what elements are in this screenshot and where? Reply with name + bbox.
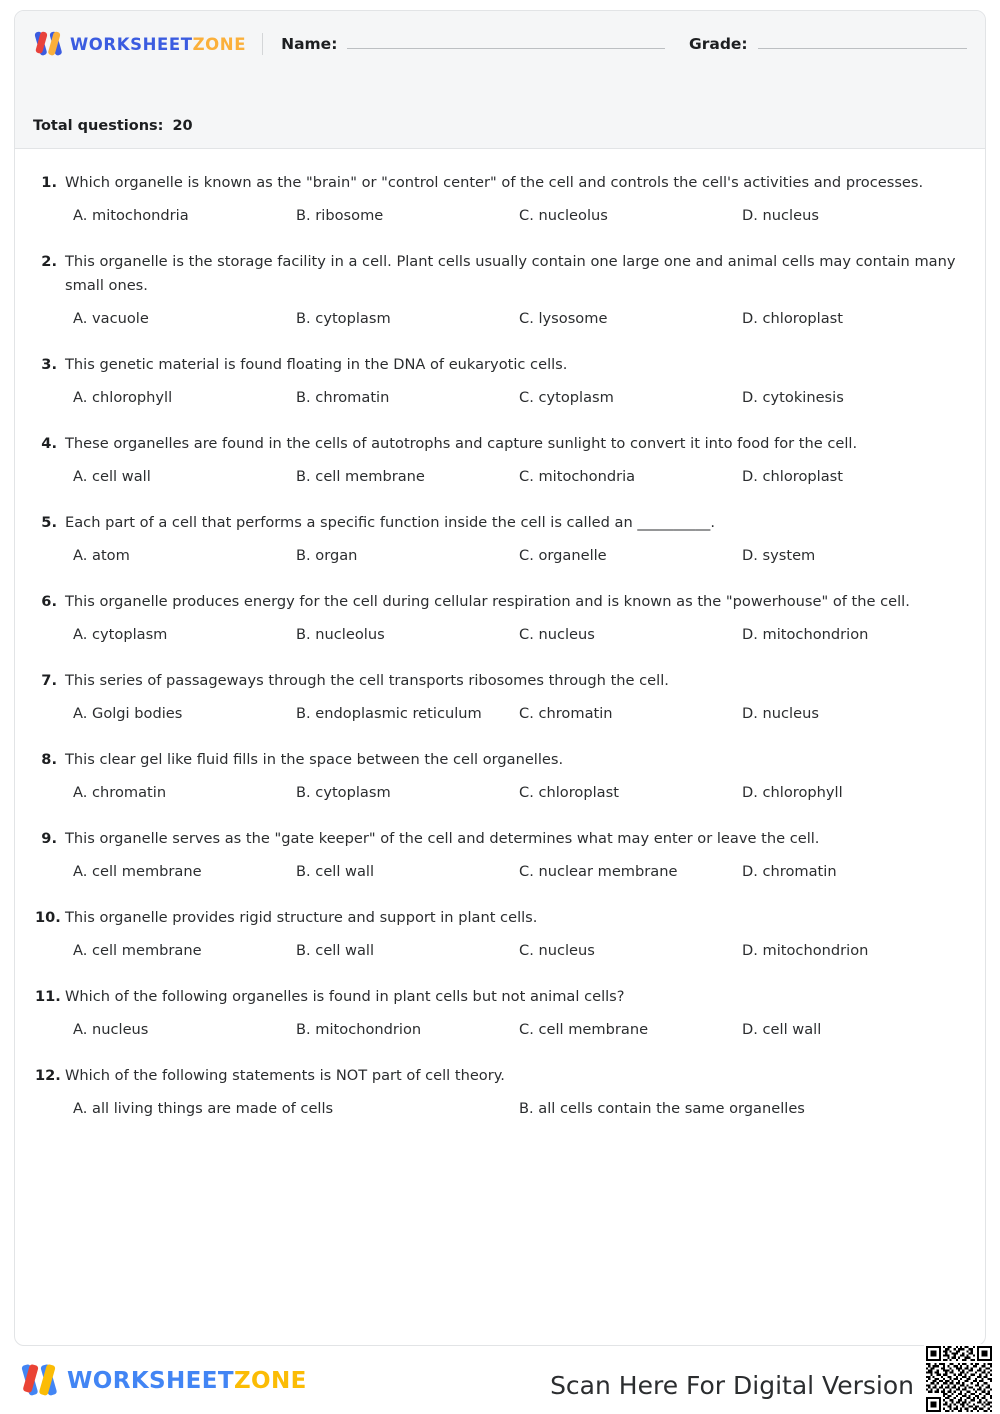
question-number: 6. bbox=[41, 592, 57, 610]
question-head bbox=[35, 1064, 965, 1088]
answer-option[interactable]: B. ribosome bbox=[296, 207, 384, 225]
name-field-line[interactable] bbox=[347, 35, 665, 49]
question-head bbox=[35, 985, 965, 1009]
question-item bbox=[35, 1064, 965, 1120]
question-head bbox=[35, 906, 965, 930]
question-head bbox=[35, 669, 965, 693]
question-text: This organelle provides rigid structure and support in plant cells. bbox=[65, 908, 538, 926]
question-options bbox=[35, 545, 965, 567]
question-item bbox=[35, 250, 965, 330]
answer-option[interactable]: C. chromatin bbox=[519, 704, 613, 722]
header-divider bbox=[262, 33, 263, 55]
brand-wordmark bbox=[70, 35, 246, 54]
question-options bbox=[35, 861, 965, 883]
question-number: 4. bbox=[41, 434, 57, 452]
name-field-label: Name: bbox=[281, 35, 338, 53]
answer-option[interactable]: A. mitochondria bbox=[73, 207, 189, 225]
question-item bbox=[35, 432, 965, 488]
answer-option[interactable]: A. all living things are made of cells bbox=[73, 1099, 334, 1117]
answer-option[interactable]: C. organelle bbox=[519, 547, 607, 565]
answer-option[interactable]: D. chlorophyll bbox=[742, 783, 843, 801]
footer-brand-wordmark-primary: WORKSHEET bbox=[67, 1367, 234, 1394]
question-item bbox=[35, 748, 965, 804]
scan-prompt-text: Scan Here For Digital Version bbox=[550, 1371, 914, 1400]
answer-option[interactable]: C. mitochondria bbox=[519, 468, 636, 486]
total-questions-label: Total questions: bbox=[33, 118, 164, 134]
question-head bbox=[35, 511, 965, 535]
question-number: 1. bbox=[41, 174, 57, 191]
answer-option[interactable]: B. nucleolus bbox=[296, 626, 385, 643]
question-item bbox=[35, 906, 965, 962]
question-text: This organelle serves as the "gate keeper" of the cell and determines what may enter or leave the cell. bbox=[65, 829, 820, 847]
answer-option[interactable]: A. cell membrane bbox=[73, 941, 202, 959]
question-number: 10. bbox=[35, 908, 61, 926]
question-number: 9. bbox=[41, 829, 57, 847]
footer-brand[interactable] bbox=[20, 1364, 307, 1397]
page-footer bbox=[0, 1358, 1000, 1414]
question-options bbox=[35, 624, 965, 646]
question-options bbox=[35, 940, 965, 962]
question-item bbox=[35, 511, 965, 567]
answer-option[interactable]: A. cytoplasm bbox=[73, 626, 168, 643]
answer-option[interactable]: C. cell membrane bbox=[519, 1020, 649, 1038]
answer-option[interactable]: D. system bbox=[742, 547, 816, 565]
answer-option[interactable]: D. chloroplast bbox=[742, 468, 843, 486]
total-questions bbox=[33, 118, 193, 134]
question-text: This clear gel like fluid fills in the space between the cell organelles. bbox=[65, 750, 564, 768]
question-number: 12. bbox=[35, 1066, 61, 1084]
answer-option[interactable]: A. chlorophyll bbox=[73, 389, 173, 407]
question-options bbox=[35, 205, 965, 227]
question-number: 11. bbox=[35, 987, 61, 1005]
answer-option[interactable]: D. nucleus bbox=[742, 704, 819, 722]
question-options bbox=[35, 308, 965, 330]
question-text: This organelle produces energy for the cell during cellular respiration and is known as the "powerhouse" of the cell. bbox=[65, 592, 910, 610]
question-text: Which organelle is known as the "brain" or "control center" of the cell and controls the cell's activities and processes. bbox=[65, 174, 924, 191]
total-questions-count: 20 bbox=[172, 118, 193, 134]
question-text: This series of passageways through the cell transports ribosomes through the cell. bbox=[65, 671, 669, 689]
answer-option[interactable]: B. cytoplasm bbox=[296, 783, 391, 801]
question-options bbox=[35, 782, 965, 804]
answer-option[interactable]: D. chloroplast bbox=[742, 310, 843, 328]
question-text: This organelle is the storage facility in a cell. Plant cells usually contain one large one and animal cells may contain many small ones. bbox=[65, 252, 956, 295]
question-head bbox=[35, 827, 965, 851]
answer-option[interactable]: C. nucleus bbox=[519, 941, 595, 959]
qr-code-icon[interactable] bbox=[924, 1344, 994, 1414]
question-item bbox=[35, 353, 965, 409]
question-head bbox=[35, 432, 965, 456]
answer-option[interactable]: C. cytoplasm bbox=[519, 389, 614, 407]
worksheet-card bbox=[14, 10, 986, 1346]
question-text: Which of the following organelles is found in plant cells but not animal cells? bbox=[65, 987, 625, 1005]
question-item bbox=[35, 827, 965, 883]
question-number: 2. bbox=[41, 252, 57, 270]
question-options bbox=[35, 387, 965, 409]
question-item bbox=[35, 590, 965, 646]
answer-option[interactable]: B. organ bbox=[296, 547, 358, 565]
question-options bbox=[35, 466, 965, 488]
worksheet-zone-logo-icon bbox=[20, 1364, 58, 1397]
question-text: This genetic material is found floating in the DNA of eukaryotic cells. bbox=[65, 356, 568, 374]
answer-option[interactable]: A. nucleus bbox=[73, 1020, 149, 1038]
question-options bbox=[35, 703, 965, 725]
answer-option[interactable]: B. all cells contain the same organelles bbox=[519, 1099, 805, 1117]
question-text: Each part of a cell that performs a specific function inside the cell is called an __________. bbox=[65, 513, 715, 531]
answer-option[interactable]: A. vacuole bbox=[73, 310, 149, 328]
answer-option[interactable]: B. cell wall bbox=[296, 862, 375, 880]
question-item bbox=[35, 171, 965, 227]
question-number: 5. bbox=[41, 513, 57, 531]
question-head bbox=[35, 353, 965, 377]
question-item bbox=[35, 669, 965, 725]
footer-brand-wordmark-secondary: ZONE bbox=[233, 1367, 307, 1394]
answer-option[interactable]: A. chromatin bbox=[73, 783, 167, 801]
question-number: 7. bbox=[41, 671, 57, 689]
answer-option[interactable]: B. cytoplasm bbox=[296, 310, 391, 328]
question-head bbox=[35, 590, 965, 614]
answer-option[interactable]: C. nuclear membrane bbox=[519, 862, 678, 880]
answer-option[interactable]: A. cell wall bbox=[73, 468, 151, 486]
answer-option[interactable]: D. mitochondrion bbox=[742, 626, 869, 643]
header-brand bbox=[33, 31, 246, 57]
answer-option[interactable]: D. cell wall bbox=[742, 1020, 822, 1038]
answer-option[interactable]: D. nucleus bbox=[742, 207, 819, 225]
worksheet-header bbox=[15, 11, 985, 149]
footer-brand-wordmark bbox=[67, 1368, 307, 1394]
answer-option[interactable]: A. Golgi bodies bbox=[73, 704, 183, 722]
question-number: 8. bbox=[41, 750, 57, 768]
answer-option[interactable]: B. cell membrane bbox=[296, 468, 425, 486]
question-head bbox=[35, 250, 965, 298]
question-options bbox=[35, 1019, 965, 1041]
brand-wordmark-secondary: ZONE bbox=[192, 34, 247, 54]
answer-option[interactable]: B. endoplasmic reticulum bbox=[296, 704, 482, 722]
answer-option[interactable]: D. chromatin bbox=[742, 862, 837, 880]
question-options bbox=[35, 1098, 965, 1120]
question-text: These organelles are found in the cells of autotrophs and capture sunlight to convert it into food for the cell. bbox=[65, 434, 858, 452]
grade-field[interactable] bbox=[689, 35, 967, 53]
worksheet-zone-logo-icon bbox=[33, 31, 63, 57]
question-number: 3. bbox=[41, 356, 57, 374]
grade-field-label: Grade: bbox=[689, 35, 748, 53]
questions-list bbox=[15, 149, 985, 1120]
answer-option[interactable]: B. chromatin bbox=[296, 389, 390, 407]
header-fields-row bbox=[33, 31, 967, 57]
brand-wordmark-primary: WORKSHEET bbox=[70, 34, 193, 54]
name-field[interactable] bbox=[281, 35, 665, 53]
question-item bbox=[35, 985, 965, 1041]
answer-option[interactable]: A. atom bbox=[73, 547, 130, 565]
question-head bbox=[35, 171, 965, 195]
answer-option[interactable]: C. nucleus bbox=[519, 626, 595, 643]
grade-field-line[interactable] bbox=[758, 35, 967, 49]
question-head bbox=[35, 748, 965, 772]
answer-option[interactable]: C. chloroplast bbox=[519, 783, 619, 801]
answer-option[interactable]: D. cytokinesis bbox=[742, 389, 844, 407]
answer-option[interactable]: D. mitochondrion bbox=[742, 941, 869, 959]
answer-option[interactable]: B. cell wall bbox=[296, 941, 375, 959]
question-text: Which of the following statements is NOT part of cell theory. bbox=[65, 1066, 505, 1084]
answer-option[interactable]: B. mitochondrion bbox=[296, 1020, 422, 1038]
answer-option[interactable]: C. lysosome bbox=[519, 310, 608, 328]
answer-option[interactable]: C. nucleolus bbox=[519, 207, 608, 225]
answer-option[interactable]: A. cell membrane bbox=[73, 862, 202, 880]
